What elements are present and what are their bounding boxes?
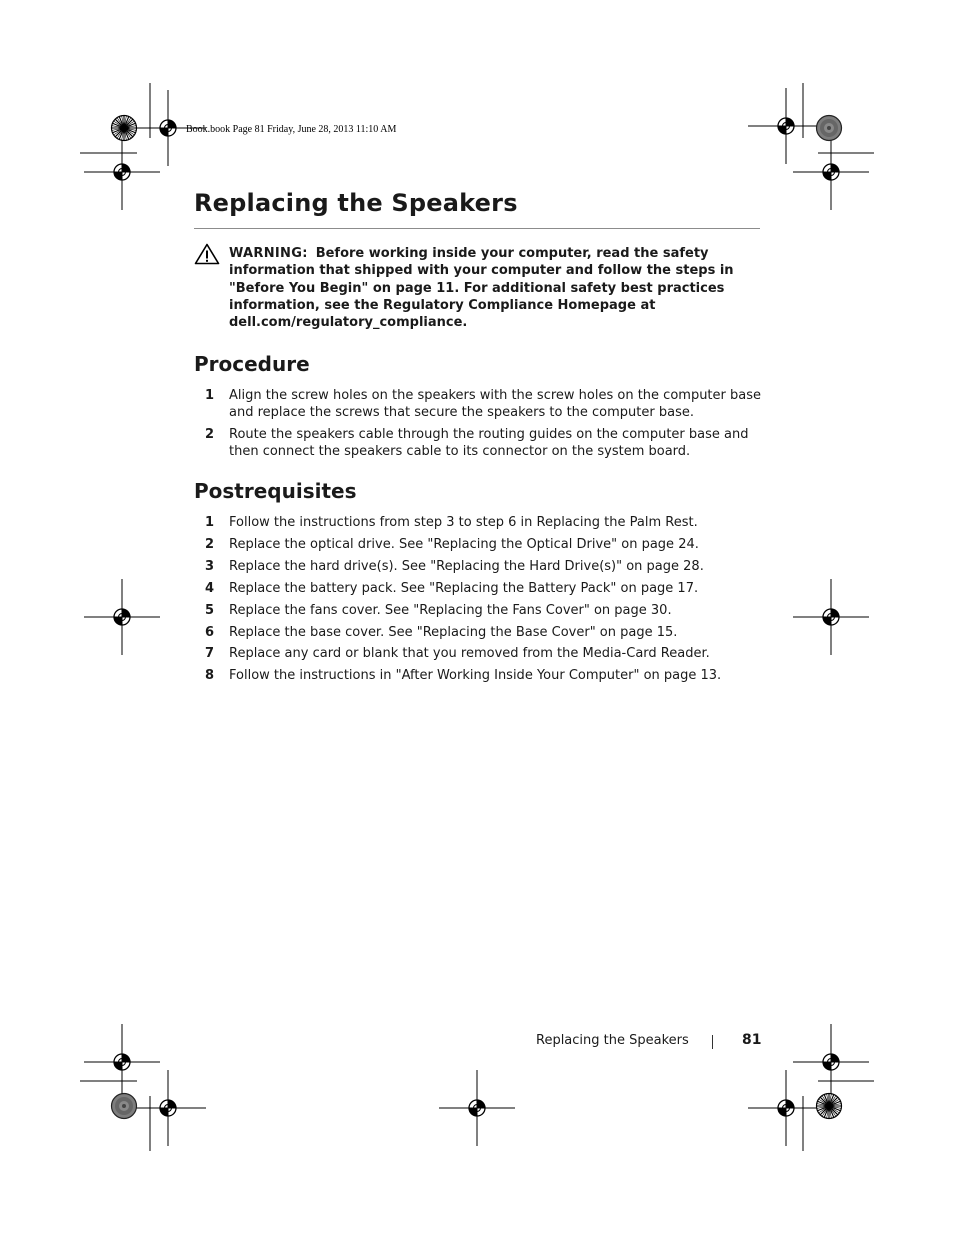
warning-text: Before working inside your computer, read the safety information that shipped with your computer and follow the steps in "Before You Begin" on page 11. For additional safety best practices information, see the Regulatory Compliance Homepage at dell.com/regulatory_compliance.: [229, 246, 734, 331]
step-number: 6: [204, 625, 214, 640]
procedure-heading: Procedure: [194, 352, 310, 376]
postrequisites-heading: Postrequisites: [194, 479, 357, 503]
print-slug-line: Book.book Page 81 Friday, June 28, 2013 11:10 AM: [186, 124, 397, 135]
step-number: 5: [204, 603, 214, 618]
step-text: Route the speakers cable through the routing guides on the computer base and then connect the speakers cable to its connector on the system board.: [229, 427, 749, 459]
step-text: Replace the base cover. See "Replacing the Base Cover" on page 15.: [229, 625, 678, 640]
step-text: Replace the optical drive. See "Replacing the Optical Drive" on page 24.: [229, 537, 699, 552]
step-text: Replace the hard drive(s). See "Replacing the Hard Drive(s)" on page 28.: [229, 559, 704, 574]
footer-page-number: 81: [742, 1032, 762, 1048]
step-text: Replace any card or blank that you removed from the Media-Card Reader.: [229, 646, 710, 661]
step-number: 2: [204, 427, 214, 442]
step-number: 1: [204, 388, 214, 403]
step-text: Follow the instructions in "After Working Inside Your Computer" on page 13.: [229, 668, 722, 683]
footer-section-title: Replacing the Speakers: [536, 1033, 689, 1048]
step-number: 7: [204, 646, 214, 661]
title-divider: [194, 228, 760, 229]
warning-triangle-icon: [194, 243, 220, 265]
step-number: 3: [204, 559, 214, 574]
step-number: 4: [204, 581, 214, 596]
warning-label: WARNING:: [229, 246, 308, 261]
step-number: 1: [204, 515, 214, 530]
footer-separator: [712, 1035, 713, 1049]
step-text: Follow the instructions from step 3 to step 6 in Replacing the Palm Rest.: [229, 515, 698, 530]
warning-notice: [229, 245, 764, 331]
step-number: 2: [204, 537, 214, 552]
step-text: Replace the fans cover. See "Replacing the Fans Cover" on page 30.: [229, 603, 672, 618]
step-number: 8: [204, 668, 214, 683]
step-text: Align the screw holes on the speakers with the screw holes on the computer base and replace the screws that secure the speakers to the computer base.: [229, 388, 761, 420]
page-title: Replacing the Speakers: [194, 189, 518, 217]
step-text: Replace the battery pack. See "Replacing the Battery Pack" on page 17.: [229, 581, 699, 596]
